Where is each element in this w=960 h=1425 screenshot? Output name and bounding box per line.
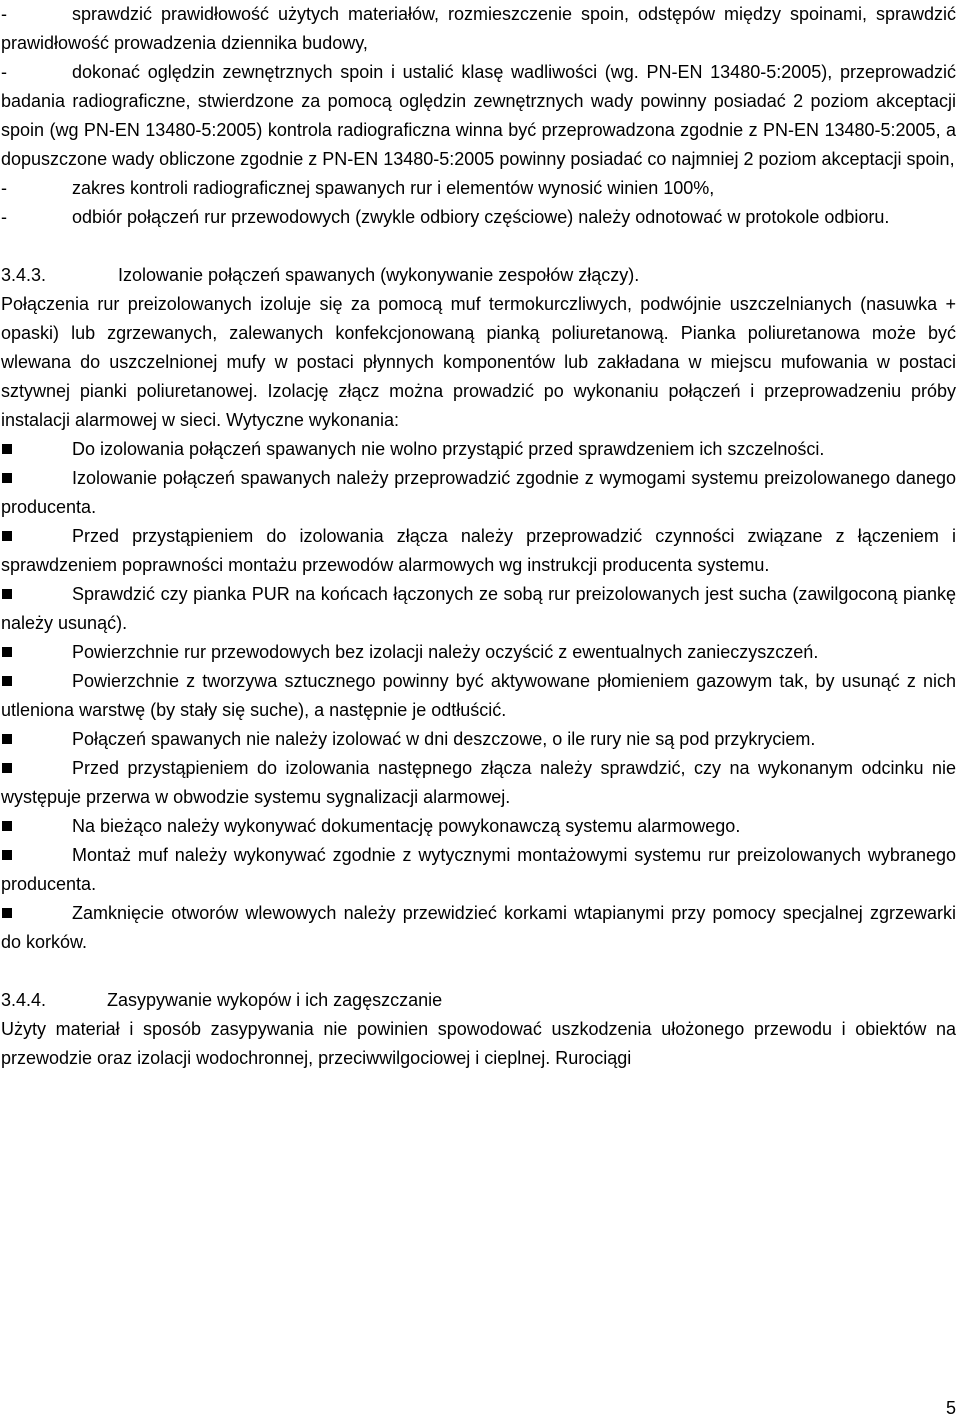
bullet-item bbox=[1, 841, 956, 899]
bullet-item bbox=[1, 725, 956, 754]
dash-item-text: dokonać oględzin zewnętrznych spoin i ustalić klasę wadliwości (wg. PN-EN 13480-5:2005), przeprowadzić badania radiograficzne, stwierdzone za pomocą oględzin zewnętrznych wady powinny posiadać 2 poziom akceptacji spoin (wg PN-EN 13480-5:2005) kontrola radiograficzna winna być przeprowadzona zgodnie z PN-EN 13480-5:2005, a dopuszczone wady obliczone zgodnie z PN-EN 13480-5:2005 powinny posiadać co najmniej 2 poziom akceptacji spoin, bbox=[1, 62, 956, 169]
bullet-item bbox=[1, 464, 956, 522]
square-bullet-icon bbox=[2, 647, 12, 657]
bullet-text: Na bieżąco należy wykonywać dokumentację powykonawczą systemu alarmowego. bbox=[72, 816, 741, 836]
section-intro-paragraph: Połączenia rur preizolowanych izoluje się za pomocą muf termokurczliwych, podwójnie uszczelnianych (nasuwka + opaski) lub zgrzewanych, zalewanych konfekcjonowaną pianką poliuretanową. Pianka poliuretanowa może być wlewana do uszczelnionej mufy w postaci płynnych komponentów lub zakładana w miejscu mufowania w postaci sztywnej pianki poliuretanowej. Izolację złącz można prowadzić po wykonaniu połączeń i przeprowadzeniu próby instalacji alarmowej w sieci. Wytyczne wykonania: bbox=[1, 294, 956, 430]
square-bullet-icon bbox=[2, 473, 12, 483]
bullet-item bbox=[1, 580, 956, 638]
bullet-text: Powierzchnie rur przewodowych bez izolacji należy oczyścić z ewentualnych zanieczyszczeń. bbox=[72, 642, 819, 662]
bullet-text: Sprawdzić czy pianka PUR na końcach łączonych ze sobą rur preizolowanych jest sucha (zawilgoconą piankę należy usunąć). bbox=[1, 584, 956, 633]
section-title: Izolowanie połączeń spawanych (wykonywanie zespołów złączy). bbox=[118, 265, 640, 285]
section-title: Zasypywanie wykopów i ich zagęszczanie bbox=[107, 990, 443, 1010]
dash-list-item bbox=[1, 174, 956, 203]
square-bullet-icon bbox=[2, 850, 12, 860]
page-content bbox=[1, 0, 956, 1073]
bullet-text: Przed przystąpieniem do izolowania złącza należy przeprowadzić czynności związane z łączeniem i sprawdzeniem poprawności montażu przewodów alarmowych wg instrukcji producenta systemu. bbox=[1, 526, 956, 575]
bullet-text: Do izolowania połączeń spawanych nie wolno przystąpić przed sprawdzeniem ich szczelności. bbox=[72, 439, 825, 459]
bullet-text: Połączeń spawanych nie należy izolować w dni deszczowe, o ile rury nie są pod przykryciem. bbox=[72, 729, 816, 749]
bullet-item bbox=[1, 435, 956, 464]
square-bullet-icon bbox=[2, 734, 12, 744]
dash-marker: - bbox=[1, 62, 7, 82]
bullet-item bbox=[1, 667, 956, 725]
square-bullet-icon bbox=[2, 676, 12, 686]
bullet-item bbox=[1, 754, 956, 812]
section-heading-3-4-4 bbox=[1, 986, 956, 1015]
bullet-item bbox=[1, 899, 956, 957]
section-intro-paragraph: Użyty materiał i sposób zasypywania nie powinien spowodować uszkodzenia ułożonego przewodu i obiektów na przewodzie oraz izolacji wodochronnej, przeciwwilgociowej i cieplnej. Rurociągi bbox=[1, 1019, 956, 1068]
section-heading-3-4-3 bbox=[1, 261, 956, 290]
square-bullet-icon bbox=[2, 531, 12, 541]
bullet-text: Powierzchnie z tworzywa sztucznego powinny być aktywowane płomieniem gazowym tak, by usunąć z nich utleniona warstwę (by stały się suche), a następnie je odtłuścić. bbox=[1, 671, 956, 720]
square-bullet-icon bbox=[2, 589, 12, 599]
section-number: 3.4.3. bbox=[1, 265, 47, 285]
dash-marker: - bbox=[1, 207, 7, 227]
bullet-item bbox=[1, 812, 956, 841]
square-bullet-icon bbox=[2, 444, 12, 454]
square-bullet-icon bbox=[2, 821, 12, 831]
dash-list-item bbox=[1, 58, 956, 174]
dash-item-text: zakres kontroli radiograficznej spawanych rur i elementów wynosić winien 100%, bbox=[72, 178, 715, 198]
bullet-text: Izolowanie połączeń spawanych należy przeprowadzić zgodnie z wymogami systemu preizolowanego danego producenta. bbox=[1, 468, 956, 517]
bullet-text: Montaż muf należy wykonywać zgodnie z wytycznymi montażowymi systemu rur preizolowanych wybranego producenta. bbox=[1, 845, 956, 894]
square-bullet-icon bbox=[2, 763, 12, 773]
bullet-item bbox=[1, 638, 956, 667]
dash-marker: - bbox=[1, 178, 7, 198]
dash-item-text: sprawdzić prawidłowość użytych materiałów, rozmieszczenie spoin, odstępów między spoinami, sprawdzić prawidłowość prowadzenia dziennika budowy, bbox=[1, 4, 956, 53]
section-number: 3.4.4. bbox=[1, 990, 47, 1010]
dash-list-item bbox=[1, 0, 956, 58]
dash-list-item bbox=[1, 203, 956, 232]
dash-item-text: odbiór połączeń rur przewodowych (zwykle odbiory częściowe) należy odnotować w protokole odbioru. bbox=[72, 207, 890, 227]
bullet-text: Zamknięcie otworów wlewowych należy przewidzieć korkami wtapianymi przy pomocy specjalnej zgrzewarki do korków. bbox=[1, 903, 956, 952]
bullet-text: Przed przystąpieniem do izolowania następnego złącza należy sprawdzić, czy na wykonanym odcinku nie występuje przerwa w obwodzie systemu sygnalizacji alarmowej. bbox=[1, 758, 956, 807]
bullet-item bbox=[1, 522, 956, 580]
dash-marker: - bbox=[1, 4, 7, 24]
page-number: 5 bbox=[945, 1398, 956, 1418]
square-bullet-icon bbox=[2, 908, 12, 918]
